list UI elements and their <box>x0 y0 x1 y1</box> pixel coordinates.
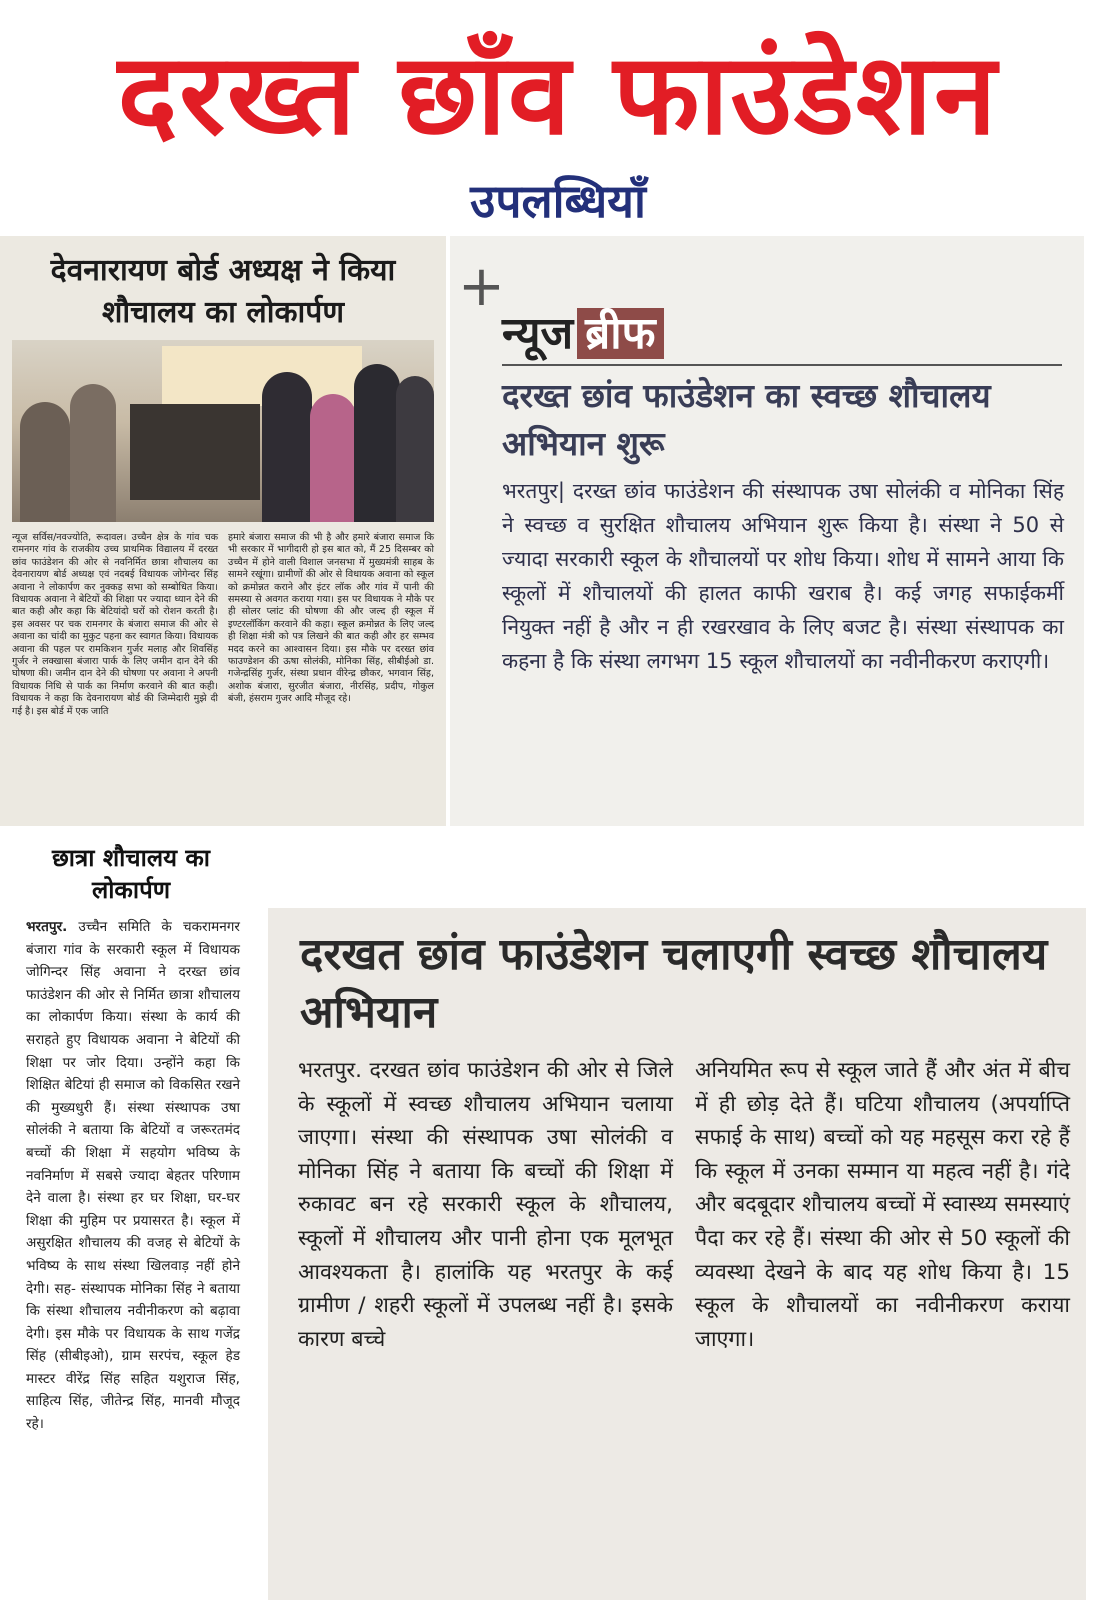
photo-person <box>310 394 356 522</box>
clipping-body: भरतपुर| दरख्त छांव फाउंडेशन की संस्थापक उषा सोलंकी व मोनिका सिंह ने स्वच्छ व सुरक्षित शौचालय अभियान शुरू किया है। संस्था ने 50 से ज्यादा सरकारी स्कूल के शौचालयों पर शोध किया। शोध में सामने आया कि स्कूलों में शौचालयों की हालत काफी खराब है। कई जगह सफाईकर्मी नियुक्त नहीं है और न ही रखरखाव के लिए बजट है। संस्था संस्थापक का कहना है कि संस्था लगभग 15 स्कूल शौचालयों का नवीनीकरण कराएगी। <box>502 479 1064 673</box>
clipping-headline: छात्रा शौचालय का लोकार्पण <box>51 844 211 904</box>
inauguration-photo <box>12 340 434 522</box>
clipping-column: न्यूज सर्विस/नवज्योति, रूदावल। उच्चैन क्षेत्र के गांव चक रामनगर गांव के राजकीय उच्च प्राथमिक विद्यालय में दरख्त छांव फाउंडेशन की ओर से नवनिर्मित छात्रा शौचालय का देवनारायण बोर्ड अध्यक्ष एवं नदबई विधायक जोगेन्दर सिंह अवाना ने लोकार्पण कर नुक्कड़ सभा को सम्बोधित किया। विधायक अवाना ने बेटियों की शिक्षा पर ज्यादा ध्यान देने की बात कही और कहा कि बेटियांदो घरों को रोशन करती है। इस अवसर पर चक रामनगर के बंजारा समाज की ओर से अवाना का चांदी का मुकुट पहना कर स्वागत किया। विधायक अवाना की पहल पर रामकिशन गुर्जर मलाह और शिवसिंह गुर्जर ने लक्खासा बंजारा पार्क के लिए जमीन दान देने की घोषणा की। जमीन दान देने की घोषणा पर अवाना ने अपनी विधायक निधि से पार्क का निर्माण करवाने की बात कही। विधायक ने कहा कि देवनारायण बोर्ड की जिम्मेदारी मुझे दी गई है। इस बोर्ड में एक जाति <box>12 532 218 717</box>
clipping-headline: दरखत छांव फाउंडेशन चलाएगी स्वच्छ शौचालय अभियान <box>300 929 1048 1038</box>
divider <box>502 364 1062 366</box>
clipping-headline: दरख्त छांव फाउंडेशन का स्वच्छ शौचालय अभियान शुरू <box>502 376 991 463</box>
clipping-headline: देवनारायण बोर्ड अध्यक्ष ने किया शौचालय का लोकार्पण <box>50 253 396 330</box>
clipping-column: अनियमित रूप से स्कूल जाते हैं और अंत में बीच में ही छोड़ देते हैं। घटिया शौचालय (अपर्याप्ति सफाई के साथ) बच्चों को यह महसूस करा रहे हैं कि स्कूल में उनका सम्मान या महत्व नहीं है। गंदे और बदबूदार शौचालय बच्चों में स्वास्थ्य समस्याएं पैदा कर रहे हैं। संस्था की ओर से 50 स्कूलों की व्यवस्था देखने के बाद यह शोध किया है। 15 स्कूल के शौचालयों का नवीनीकरण कराया जाएगा। <box>695 1058 1070 1352</box>
crop-mark-icon: + <box>458 254 505 319</box>
photo-person <box>396 376 434 522</box>
tag-word-highlight: ब्रीफ <box>577 308 663 359</box>
tag-word: न्यूज <box>502 308 574 359</box>
page-title: दरख्त छाँव फाउंडेशन <box>117 30 999 160</box>
clipping-body <box>26 916 240 1436</box>
inauguration-plaque <box>130 404 260 500</box>
photo-person <box>354 364 400 522</box>
news-clipping-student-toilet <box>0 836 256 1600</box>
news-clipping-campaign <box>268 908 1086 1600</box>
news-clipping-brief <box>450 236 1084 826</box>
news-brief-tag <box>502 306 1084 362</box>
photo-person <box>70 384 116 522</box>
clipping-column: हमारे बंजारा समाज की भी है और हमारे बंजारा समाज कि भी सरकार में भागीदारी हो इस बात को, मैं 25 दिसम्बर को उच्चैन में होने वाली विशाल जनसभा में मुख्यमंत्री साहब के सामने रखूंगा। ग्रामीणों की ओर से विधायक अवाना को स्कूल को क्रमोन्नत कराने और इंटर लॉक और गांव में पानी की समस्या से अवगत कराया गया। इस पर विधायक ने मौके पर ही सोलर प्लांट की घोषणा की और जल्द ही स्कूल में इण्टरलॉकिंग करवाने की कहा। स्कूल क्रमोन्नत के लिए जल्द ही शिक्षा मंत्री को पत्र लिखने की बात कही और हर सम्भव मदद करने का आश्वासन दिया। इस मौके पर दरख्त छांव फाउण्डेशन की ऊषा सोलंकी, मोनिका सिंह, सीबीईओ डा. गजेन्द्रसिंह गुर्जर, संस्था प्रधान वीरेन्द्र छौकर, भगवान सिंह, अशोक बंजारा, सुरजीत बंजारा, नीरसिंह, प्रदीप, गोकुल बंजी, हंसराम गुजर आदि मौजूद रहे। <box>228 532 434 705</box>
clipping-text: उच्चैन समिति के चकरामनगर बंजारा गांव के सरकारी स्कूल में विधायक जोगिन्दर सिंह अवाना ने दरख्त छांव फाउंडेशन की ओर से निर्मित छात्रा शौचालय का लोकार्पण किया। संस्था के कार्य की सराहते हुए विधायक अवाना ने बेटियों की शिक्षा पर जोर दिया। उन्होंने कहा कि शिक्षित बेटियां ही समाज को विकसित रखने की मुख्यधुरी हैं। संस्था संस्थापक उषा सोलंकी ने बताया कि बेटियों व जरूरतमंद बच्चों की शिक्षा में सहयोग भविष्य के नवनिर्माण में सबसे ज्यादा बेहतर परिणाम देने वाला है। संस्था हर घर शिक्षा, घर-घर शिक्षा की मुहिम पर प्रयासरत है। स्कूल में असुरक्षित शौचालय की वजह से बेटियों के भविष्य के साथ संस्था खिलवाड़ नहीं होने देगी। सह- संस्थापक मोनिका सिंह ने बताया कि संस्था शौचालय नवीनीकरण को बढ़ावा देगी। इस मौके पर विधायक के साथ गजेंद्र सिंह (सीबीइओ), ग्राम सरपंच, स्कूल हेड मास्टर वीरेंद्र सिंह सहित यशुराज सिंह, साहित्य सिंह, जीतेन्द्र सिंह, मानवी मौजूद रहे। <box>26 919 240 1433</box>
photo-person <box>20 402 70 522</box>
dateline: भरतपुर. <box>26 919 68 935</box>
news-clipping-board-chairman <box>0 236 446 826</box>
photo-person <box>262 372 312 522</box>
page-subtitle: उपलब्धियाँ <box>470 174 646 228</box>
clipping-column: भरतपुर. दरखत छांव फाउंडेशन की ओर से जिले के स्कूलों में स्वच्छ शौचालय अभियान चलाया जाएगा। संस्था की संस्थापक उषा सोलंकी व मोनिका सिंह ने बताया कि बच्चों की शिक्षा में रुकावट बन रहे सरकारी स्कूल के शौचालय, स्कूलों में शौचालय और पानी होना एक मूलभूत आवश्यकता है। हालांकि यह भरतपुर के कई ग्रामीण / शहरी स्कूलों में उपलब्ध नहीं है। इसके कारण बच्चे <box>298 1058 673 1352</box>
